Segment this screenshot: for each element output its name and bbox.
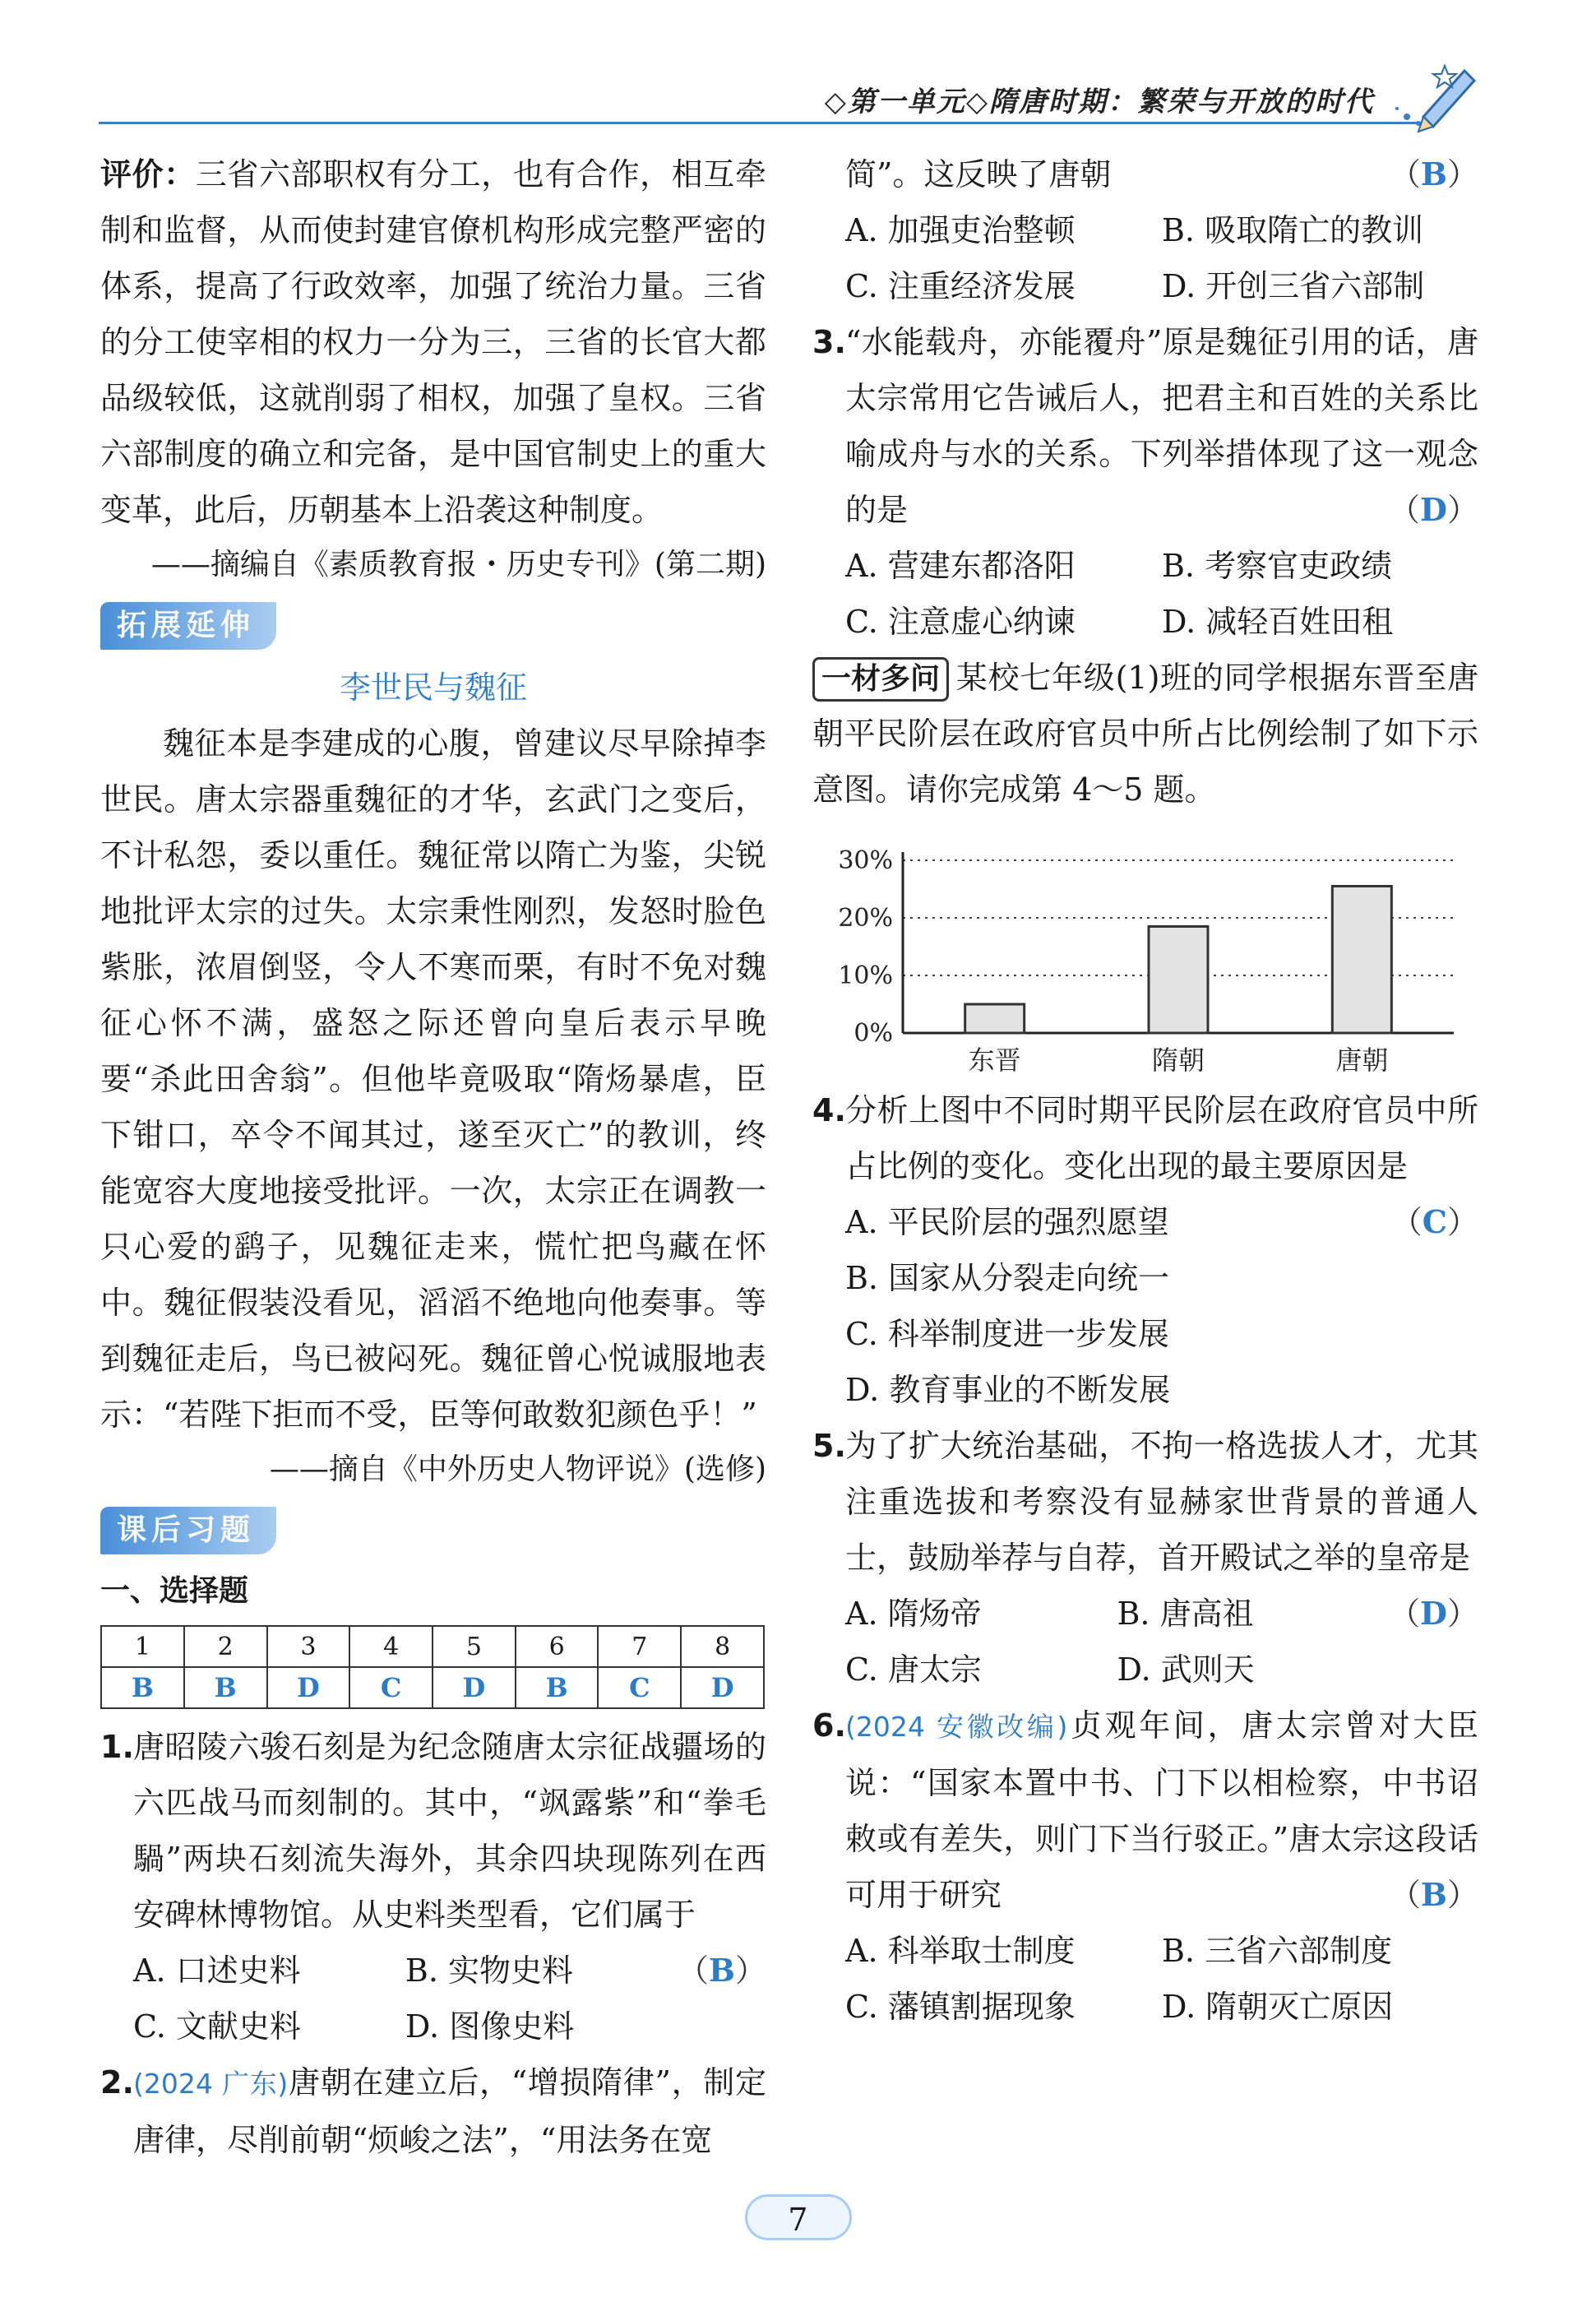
unit-title: ◇第一单元◇隋唐时期：繁荣与开放的时代 [824, 86, 1374, 118]
source-tag: (2024 广东) [133, 2068, 289, 2100]
question-2-options [812, 202, 1478, 314]
option-d: D. 教育事业的不断发展 [845, 1372, 1171, 1408]
question-text: 简”。这反映了唐朝 [845, 156, 1112, 192]
material-paragraph [812, 650, 1478, 818]
bar [965, 1004, 1025, 1033]
answer-letter: B [516, 1667, 599, 1708]
answer-mark: （D） [1389, 1595, 1478, 1632]
option-b: B. 国家从分裂走向统一 [845, 1260, 1170, 1296]
answer-mark: （C） [1390, 1203, 1478, 1240]
option-c: C. 唐太宗 [845, 1651, 982, 1688]
option-a: A. 平民阶层的强烈愿望 [845, 1204, 1169, 1240]
bar [1149, 927, 1208, 1034]
answer-letter: B [101, 1667, 184, 1708]
answer-number: 8 [681, 1626, 764, 1667]
answer-number: 7 [598, 1626, 681, 1667]
option-b: B. 三省六部制度 [1162, 1933, 1393, 1969]
answer-letter: D [681, 1667, 764, 1708]
option-d: D. 减轻百姓田租 [1162, 604, 1394, 640]
question-2-continued [812, 146, 1478, 202]
page-header [99, 76, 1497, 128]
option-d: D. 图像史料 [405, 2008, 575, 2045]
option-a: A. 口述史料 [133, 1952, 301, 1989]
question-text: 唐昭陵六骏石刻是为纪念随唐太宗征战疆场的六匹战马而刻制的。其中，“飒露紫”和“拳毛騧”两块石刻流失海外，其余四块现陈列在西安碑林博物馆。从史料类型看，它们属于 [133, 1729, 766, 1933]
option-a: A. 科举取士制度 [845, 1933, 1076, 1969]
answer-number: 6 [516, 1626, 599, 1667]
option-c: C. 科举制度进一步发展 [845, 1316, 1169, 1352]
answer-mark: （D） [1389, 491, 1478, 528]
answer-mark: （B） [1389, 155, 1478, 192]
question-6-options [812, 1923, 1478, 2035]
question-number: 1. [100, 1729, 134, 1765]
source-tag: (2024 安徽改编) [845, 1711, 1068, 1743]
evaluation-text: 三省六部职权有分工，也有合作，相互牵制和监督，从而使封建官僚机构形成完整严密的体系，提高了行政效率，加强了统治力量。三省的分工使宰相的权力一分为三，三省的长官大都品级较低，这就削弱了相权，加强了皇权。三省六部制度的确立和完备，是中国官制史上的重大变革，此后，历朝基本上沿袭这种制度。 [100, 156, 766, 528]
bar-chart [812, 827, 1478, 1074]
extend-banner: 拓展延伸 [100, 602, 276, 650]
answer-table-numbers [101, 1626, 764, 1667]
page-footer [0, 2194, 1596, 2240]
answer-letter: C [349, 1667, 433, 1708]
option-a: A. 加强吏治整顿 [845, 212, 1076, 248]
question-2 [100, 2054, 766, 2168]
pencil-icon [1390, 59, 1481, 133]
story-source: ——摘自《中外历史人物评说》(选修) [269, 1452, 766, 1486]
question-number: 3. [812, 324, 846, 360]
answer-letter: B [184, 1667, 267, 1708]
story-title: 李世民与魏征 [339, 669, 527, 706]
left-column [100, 146, 766, 2168]
option-d: D. 武则天 [1117, 1651, 1255, 1688]
y-tick-label: 20% [838, 904, 893, 933]
answer-letter: C [1422, 1203, 1447, 1240]
answer-mark: （B） [1389, 1876, 1478, 1913]
answer-letter: D [1420, 491, 1447, 528]
question-5-options [812, 1586, 1389, 1698]
x-tick-label: 唐朝 [1335, 1045, 1389, 1074]
exercise-banner: 课后习题 [100, 1507, 276, 1554]
y-tick-label: 10% [838, 961, 893, 990]
y-tick-label: 30% [838, 846, 893, 875]
answer-letter: C [598, 1667, 681, 1708]
question-3 [812, 314, 1478, 538]
question-text: 唐朝在建立后，“增损隋律”，制定唐律，尽削前朝“烦峻之法”，“用法务在宽 [133, 2064, 766, 2158]
answer-letter: D [433, 1667, 516, 1708]
story-text: 魏征本是李建成的心腹，曾建议尽早除掉李世民。唐太宗器重魏征的才华，玄武门之变后，不计私怨，委以重任。魏征常以隋亡为鉴，尖锐地批评太宗的过失。太宗秉性刚烈，发怒时脸色紫胀，浓眉倒竖，令人不寒而栗，有时不免对魏征心怀不满，盛怒之际还曾向皇后表示早晚要“杀此田舍翁”。但他毕竟吸取“隋炀暴虐，臣下钳口，卒令不闻其过，遂至灭亡”的教训，终能宽容大度地接受批评。一次，太宗正在调教一只心爱的鹞子，见魏征走来，慌忙把鸟藏在怀中。魏征假装没看见，滔滔不绝地向他奏事。等到魏征走后，鸟已被闷死。魏征曾心悦诚服地表示：“若陛下拒而不受，臣等何敢数犯颜色乎！” [100, 725, 766, 1433]
evaluation-source: ——摘编自《素质教育报・历史专刊》(第二期) [150, 548, 766, 581]
option-b: B. 吸取隋亡的教训 [1162, 212, 1424, 248]
question-6 [812, 1698, 1478, 1923]
option-a: A. 营建东都洛阳 [845, 548, 1076, 584]
header-rule [99, 122, 1423, 124]
evaluation-label: 评价： [100, 156, 196, 192]
option-c: C. 注重经济发展 [845, 268, 1076, 304]
y-tick-label: 0% [854, 1019, 893, 1048]
question-text: 分析上图中不同时期平民阶层在政府官员中所占比例的变化。变化出现的最主要原因是 [845, 1092, 1478, 1184]
option-d: D. 隋朝灭亡原因 [1162, 1989, 1394, 2025]
material-text: 某校七年级(1)班的同学根据东晋至唐朝平民阶层在政府官员中所占比例绘制了如下示意图。请你完成第 4～5 题。 [812, 660, 1478, 808]
answer-number: 3 [267, 1626, 350, 1667]
answer-mark: （B） [677, 1952, 766, 1989]
question-text: 贞观年间，唐太宗曾对大臣说：“国家本置中书、门下以相检察，中书诏敕或有差失，则门下当行驳正。”唐太宗这段话可用于研究 [845, 1707, 1478, 1913]
answer-letter: D [1420, 1595, 1447, 1632]
option-c: C. 藩镇割据现象 [845, 1989, 1076, 2025]
question-1-options [100, 1943, 678, 2054]
question-4-options [812, 1194, 1391, 1418]
question-text: “水能载舟，亦能覆舟”原是魏征引用的话，唐太宗常用它告诫后人，把君主和百姓的关系比喻成舟与水的关系。下列举措体现了这一观念的是 [845, 324, 1478, 528]
question-number: 6. [812, 1707, 846, 1744]
question-number: 5. [812, 1428, 846, 1464]
bar [1332, 887, 1391, 1034]
question-text: 为了扩大统治基础，不拘一格选拔人才，尤其注重选拔和考察没有显赫家世背景的普通人士，鼓励举荐与自荐，首开殿试之举的皇帝是 [845, 1428, 1478, 1576]
answer-number: 4 [349, 1626, 433, 1667]
answer-number: 2 [184, 1626, 267, 1667]
answer-letter: B [1420, 155, 1447, 192]
page-number: 7 [745, 2194, 852, 2240]
evaluation-paragraph [100, 146, 766, 538]
answer-table [100, 1625, 765, 1709]
answer-number: 5 [433, 1626, 516, 1667]
option-b: B. 考察官吏政绩 [1162, 548, 1393, 584]
question-number: 2. [100, 2064, 134, 2101]
option-b: B. 唐高祖 [1117, 1596, 1254, 1632]
option-d: D. 开创三省六部制 [1162, 268, 1425, 304]
answer-table-answers [101, 1667, 764, 1708]
option-a: A. 隋炀帝 [845, 1596, 982, 1632]
option-c: C. 文献史料 [133, 2008, 301, 2045]
question-3-options [812, 538, 1478, 650]
answer-letter: D [267, 1667, 350, 1708]
answer-letter: B [1420, 1876, 1447, 1913]
option-b: B. 实物史料 [405, 1952, 574, 1989]
right-column [812, 146, 1478, 2035]
answer-letter: B [708, 1952, 735, 1989]
material-tag: 一材多问 [812, 657, 949, 702]
x-tick-label: 隋朝 [1151, 1045, 1205, 1074]
question-number: 4. [812, 1092, 846, 1128]
answer-number: 1 [101, 1626, 184, 1667]
x-tick-label: 东晋 [968, 1045, 1021, 1074]
section-title: 一、选择题 [100, 1574, 249, 1608]
option-c: C. 注意虚心纳谏 [845, 604, 1076, 640]
